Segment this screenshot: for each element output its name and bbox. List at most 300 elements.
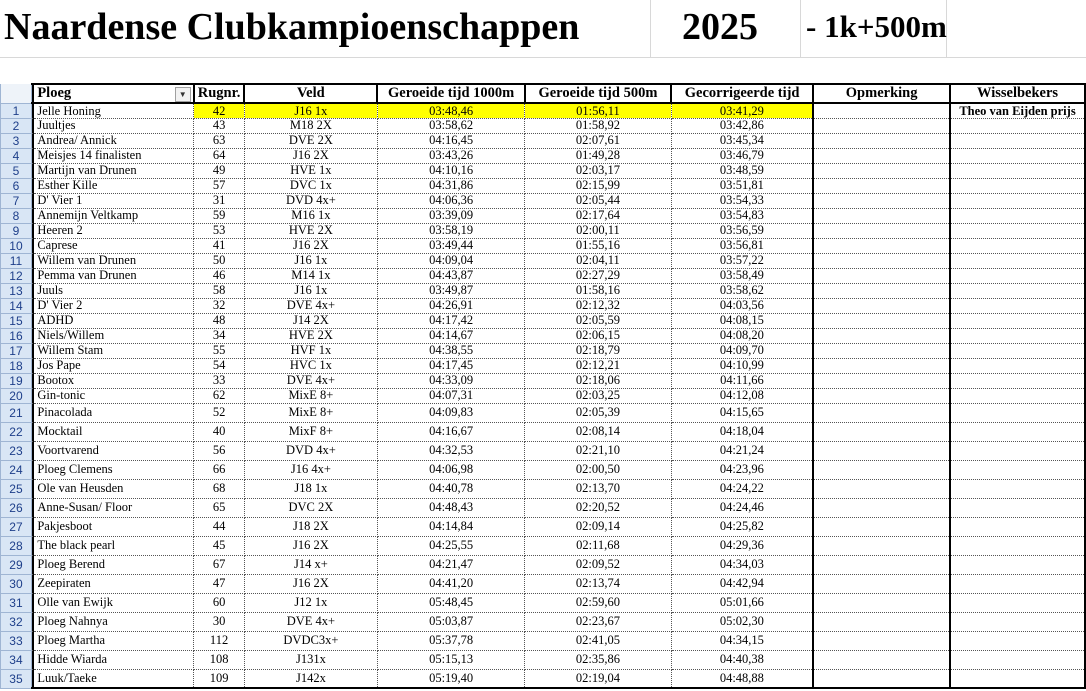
cell-rugnr[interactable]: 43 xyxy=(194,118,245,133)
cell-opmerking[interactable] xyxy=(813,441,950,460)
cell-tijd1000[interactable]: 04:09,04 xyxy=(377,253,524,268)
cell-rugnr[interactable]: 57 xyxy=(194,178,245,193)
cell-veld[interactable]: J16 2X xyxy=(244,148,377,163)
row-number[interactable]: 19 xyxy=(1,373,32,388)
cell-ploeg[interactable]: Pemma van Drunen xyxy=(33,268,193,283)
cell-wisselbekers[interactable] xyxy=(950,238,1085,253)
row-number[interactable]: 25 xyxy=(1,479,32,498)
row-number[interactable]: 11 xyxy=(1,253,32,268)
cell-ploeg[interactable]: Martijn van Drunen xyxy=(33,163,193,178)
cell-tijd1000[interactable]: 03:49,44 xyxy=(377,238,524,253)
cell-veld[interactable]: M18 2X xyxy=(244,118,377,133)
cell-opmerking[interactable] xyxy=(813,612,950,631)
filter-dropdown-icon[interactable]: ▼ xyxy=(175,87,191,102)
cell-tijd500[interactable]: 02:05,39 xyxy=(525,403,671,422)
cell-rugnr[interactable]: 34 xyxy=(194,328,245,343)
row-number[interactable]: 5 xyxy=(1,163,32,178)
row-number[interactable]: 10 xyxy=(1,238,32,253)
cell-tijd500[interactable]: 02:04,11 xyxy=(525,253,671,268)
corner-cell[interactable] xyxy=(1,84,32,103)
row-number[interactable]: 29 xyxy=(1,555,32,574)
cell-wisselbekers[interactable] xyxy=(950,498,1085,517)
cell-rugnr[interactable]: 50 xyxy=(194,253,245,268)
cell-gecorrigeerd[interactable]: 04:25,82 xyxy=(671,517,813,536)
cell-opmerking[interactable] xyxy=(813,253,950,268)
row-number[interactable]: 16 xyxy=(1,328,32,343)
row-number[interactable]: 27 xyxy=(1,517,32,536)
cell-gecorrigeerd[interactable]: 04:24,22 xyxy=(671,479,813,498)
cell-rugnr[interactable]: 33 xyxy=(194,373,245,388)
cell-gecorrigeerd[interactable]: 04:18,04 xyxy=(671,422,813,441)
cell-gecorrigeerd[interactable]: 04:29,36 xyxy=(671,536,813,555)
row-number[interactable]: 18 xyxy=(1,358,32,373)
cell-tijd1000[interactable]: 04:17,45 xyxy=(377,358,524,373)
cell-tijd500[interactable]: 02:08,14 xyxy=(525,422,671,441)
cell-tijd500[interactable]: 02:35,86 xyxy=(525,650,671,669)
cell-opmerking[interactable] xyxy=(813,479,950,498)
row-number[interactable]: 17 xyxy=(1,343,32,358)
cell-opmerking[interactable] xyxy=(813,193,950,208)
cell-opmerking[interactable] xyxy=(813,373,950,388)
cell-tijd500[interactable]: 02:27,29 xyxy=(525,268,671,283)
cell-opmerking[interactable] xyxy=(813,460,950,479)
cell-tijd500[interactable]: 02:23,67 xyxy=(525,612,671,631)
cell-opmerking[interactable] xyxy=(813,343,950,358)
cell-tijd1000[interactable]: 04:31,86 xyxy=(377,178,524,193)
cell-ploeg[interactable]: Luuk/Taeke xyxy=(33,669,193,688)
cell-tijd500[interactable]: 02:19,04 xyxy=(525,669,671,688)
cell-ploeg[interactable]: Ploeg Martha xyxy=(33,631,193,650)
cell-wisselbekers[interactable] xyxy=(950,118,1085,133)
cell-veld[interactable]: DVD 4x+ xyxy=(244,193,377,208)
cell-rugnr[interactable]: 47 xyxy=(194,574,245,593)
cell-rugnr[interactable]: 58 xyxy=(194,283,245,298)
cell-opmerking[interactable] xyxy=(813,650,950,669)
cell-tijd500[interactable]: 02:20,52 xyxy=(525,498,671,517)
cell-rugnr[interactable]: 67 xyxy=(194,555,245,574)
cell-tijd500[interactable]: 02:05,59 xyxy=(525,313,671,328)
row-number[interactable]: 26 xyxy=(1,498,32,517)
row-number[interactable]: 12 xyxy=(1,268,32,283)
cell-wisselbekers[interactable] xyxy=(950,313,1085,328)
cell-tijd500[interactable]: 01:56,11 xyxy=(525,103,671,118)
cell-rugnr[interactable]: 42 xyxy=(194,103,245,118)
cell-opmerking[interactable] xyxy=(813,669,950,688)
cell-opmerking[interactable] xyxy=(813,283,950,298)
cell-rugnr[interactable]: 108 xyxy=(194,650,245,669)
cell-tijd500[interactable]: 02:41,05 xyxy=(525,631,671,650)
cell-opmerking[interactable] xyxy=(813,422,950,441)
cell-opmerking[interactable] xyxy=(813,631,950,650)
cell-wisselbekers[interactable] xyxy=(950,178,1085,193)
cell-veld[interactable]: J14 2X xyxy=(244,313,377,328)
cell-gecorrigeerd[interactable]: 03:54,83 xyxy=(671,208,813,223)
cell-wisselbekers[interactable] xyxy=(950,298,1085,313)
cell-gecorrigeerd[interactable]: 04:11,66 xyxy=(671,373,813,388)
cell-gecorrigeerd[interactable]: 04:15,65 xyxy=(671,403,813,422)
header-tijd500[interactable]: Geroeide tijd 500m xyxy=(525,84,671,103)
cell-wisselbekers[interactable] xyxy=(950,223,1085,238)
cell-veld[interactable]: MixF 8+ xyxy=(244,422,377,441)
cell-gecorrigeerd[interactable]: 03:56,81 xyxy=(671,238,813,253)
cell-opmerking[interactable] xyxy=(813,358,950,373)
cell-tijd500[interactable]: 02:15,99 xyxy=(525,178,671,193)
cell-opmerking[interactable] xyxy=(813,498,950,517)
cell-tijd1000[interactable]: 04:16,45 xyxy=(377,133,524,148)
cell-tijd500[interactable]: 01:58,92 xyxy=(525,118,671,133)
cell-ploeg[interactable]: Zeepiraten xyxy=(33,574,193,593)
row-number[interactable]: 6 xyxy=(1,178,32,193)
row-number[interactable]: 3 xyxy=(1,133,32,148)
cell-opmerking[interactable] xyxy=(813,555,950,574)
cell-opmerking[interactable] xyxy=(813,148,950,163)
cell-gecorrigeerd[interactable]: 03:42,86 xyxy=(671,118,813,133)
cell-ploeg[interactable]: Ploeg Nahnya xyxy=(33,612,193,631)
cell-tijd1000[interactable]: 03:49,87 xyxy=(377,283,524,298)
cell-veld[interactable]: DVC 2X xyxy=(244,498,377,517)
cell-gecorrigeerd[interactable]: 03:54,33 xyxy=(671,193,813,208)
row-number[interactable]: 14 xyxy=(1,298,32,313)
cell-tijd1000[interactable]: 04:40,78 xyxy=(377,479,524,498)
cell-opmerking[interactable] xyxy=(813,388,950,403)
cell-ploeg[interactable]: Andrea/ Annick xyxy=(33,133,193,148)
cell-tijd1000[interactable]: 05:15,13 xyxy=(377,650,524,669)
cell-ploeg[interactable]: Mocktail xyxy=(33,422,193,441)
cell-gecorrigeerd[interactable]: 03:41,29 xyxy=(671,103,813,118)
cell-tijd1000[interactable]: 04:10,16 xyxy=(377,163,524,178)
cell-tijd500[interactable]: 02:18,79 xyxy=(525,343,671,358)
cell-tijd1000[interactable]: 05:19,40 xyxy=(377,669,524,688)
cell-tijd1000[interactable]: 04:06,98 xyxy=(377,460,524,479)
cell-rugnr[interactable]: 60 xyxy=(194,593,245,612)
cell-wisselbekers[interactable] xyxy=(950,422,1085,441)
cell-rugnr[interactable]: 68 xyxy=(194,479,245,498)
cell-wisselbekers[interactable] xyxy=(950,208,1085,223)
cell-ploeg[interactable]: The black pearl xyxy=(33,536,193,555)
cell-tijd1000[interactable]: 03:39,09 xyxy=(377,208,524,223)
cell-rugnr[interactable]: 59 xyxy=(194,208,245,223)
cell-opmerking[interactable] xyxy=(813,208,950,223)
cell-ploeg[interactable]: Juuls xyxy=(33,283,193,298)
cell-ploeg[interactable]: Ole van Heusden xyxy=(33,479,193,498)
cell-tijd500[interactable]: 01:49,28 xyxy=(525,148,671,163)
cell-gecorrigeerd[interactable]: 03:46,79 xyxy=(671,148,813,163)
row-number[interactable]: 2 xyxy=(1,118,32,133)
cell-opmerking[interactable] xyxy=(813,103,950,118)
row-number[interactable]: 31 xyxy=(1,593,32,612)
cell-gecorrigeerd[interactable]: 04:21,24 xyxy=(671,441,813,460)
row-number[interactable]: 30 xyxy=(1,574,32,593)
cell-rugnr[interactable]: 112 xyxy=(194,631,245,650)
cell-gecorrigeerd[interactable]: 04:08,15 xyxy=(671,313,813,328)
cell-tijd1000[interactable]: 03:58,19 xyxy=(377,223,524,238)
cell-tijd500[interactable]: 02:59,60 xyxy=(525,593,671,612)
cell-veld[interactable]: HVE 2X xyxy=(244,223,377,238)
cell-opmerking[interactable] xyxy=(813,313,950,328)
cell-tijd1000[interactable]: 04:17,42 xyxy=(377,313,524,328)
cell-wisselbekers[interactable] xyxy=(950,441,1085,460)
cell-gecorrigeerd[interactable]: 04:09,70 xyxy=(671,343,813,358)
cell-opmerking[interactable] xyxy=(813,178,950,193)
cell-opmerking[interactable] xyxy=(813,593,950,612)
cell-tijd1000[interactable]: 04:09,83 xyxy=(377,403,524,422)
cell-wisselbekers[interactable] xyxy=(950,253,1085,268)
cell-tijd500[interactable]: 02:07,61 xyxy=(525,133,671,148)
cell-tijd500[interactable]: 02:06,15 xyxy=(525,328,671,343)
cell-veld[interactable]: MixE 8+ xyxy=(244,388,377,403)
cell-gecorrigeerd[interactable]: 04:23,96 xyxy=(671,460,813,479)
row-number[interactable]: 20 xyxy=(1,388,32,403)
cell-gecorrigeerd[interactable]: 04:42,94 xyxy=(671,574,813,593)
cell-opmerking[interactable] xyxy=(813,238,950,253)
cell-veld[interactable]: DVE 2X xyxy=(244,133,377,148)
cell-tijd500[interactable]: 02:05,44 xyxy=(525,193,671,208)
cell-tijd500[interactable]: 02:11,68 xyxy=(525,536,671,555)
row-number[interactable]: 23 xyxy=(1,441,32,460)
cell-veld[interactable]: J12 1x xyxy=(244,593,377,612)
sheet-year[interactable]: 2025 xyxy=(682,6,758,48)
header-wisselbekers[interactable]: Wisselbekers xyxy=(950,84,1085,103)
cell-rugnr[interactable]: 55 xyxy=(194,343,245,358)
row-number[interactable]: 24 xyxy=(1,460,32,479)
cell-tijd1000[interactable]: 04:26,91 xyxy=(377,298,524,313)
header-veld[interactable]: Veld xyxy=(244,84,377,103)
row-number[interactable]: 13 xyxy=(1,283,32,298)
cell-rugnr[interactable]: 44 xyxy=(194,517,245,536)
cell-tijd500[interactable]: 02:00,50 xyxy=(525,460,671,479)
cell-veld[interactable]: J16 1x xyxy=(244,283,377,298)
cell-tijd500[interactable]: 02:13,70 xyxy=(525,479,671,498)
header-gecorrigeerd[interactable]: Gecorrigeerde tijd xyxy=(671,84,813,103)
cell-gecorrigeerd[interactable]: 05:01,66 xyxy=(671,593,813,612)
cell-tijd500[interactable]: 02:13,74 xyxy=(525,574,671,593)
cell-tijd1000[interactable]: 04:48,43 xyxy=(377,498,524,517)
cell-wisselbekers[interactable] xyxy=(950,283,1085,298)
cell-gecorrigeerd[interactable]: 04:08,20 xyxy=(671,328,813,343)
cell-wisselbekers[interactable] xyxy=(950,460,1085,479)
cell-gecorrigeerd[interactable]: 04:10,99 xyxy=(671,358,813,373)
cell-wisselbekers[interactable] xyxy=(950,593,1085,612)
cell-tijd1000[interactable]: 04:32,53 xyxy=(377,441,524,460)
cell-ploeg[interactable]: Bootox xyxy=(33,373,193,388)
cell-veld[interactable]: J16 2X xyxy=(244,238,377,253)
row-number[interactable]: 22 xyxy=(1,422,32,441)
cell-wisselbekers[interactable] xyxy=(950,650,1085,669)
cell-wisselbekers[interactable] xyxy=(950,403,1085,422)
cell-ploeg[interactable]: Willem Stam xyxy=(33,343,193,358)
cell-ploeg[interactable]: Ploeg Clemens xyxy=(33,460,193,479)
cell-opmerking[interactable] xyxy=(813,118,950,133)
cell-wisselbekers[interactable] xyxy=(950,479,1085,498)
cell-tijd500[interactable]: 02:09,52 xyxy=(525,555,671,574)
cell-tijd1000[interactable]: 05:03,87 xyxy=(377,612,524,631)
cell-gecorrigeerd[interactable]: 03:48,59 xyxy=(671,163,813,178)
header-tijd1000[interactable]: Geroeide tijd 1000m xyxy=(377,84,524,103)
cell-wisselbekers[interactable] xyxy=(950,536,1085,555)
cell-wisselbekers[interactable] xyxy=(950,358,1085,373)
cell-ploeg[interactable]: Gin-tonic xyxy=(33,388,193,403)
cell-ploeg[interactable]: D' Vier 2 xyxy=(33,298,193,313)
cell-opmerking[interactable] xyxy=(813,298,950,313)
cell-ploeg[interactable]: Niels/Willem xyxy=(33,328,193,343)
cell-veld[interactable]: J16 4x+ xyxy=(244,460,377,479)
cell-opmerking[interactable] xyxy=(813,268,950,283)
cell-rugnr[interactable]: 31 xyxy=(194,193,245,208)
cell-opmerking[interactable] xyxy=(813,403,950,422)
cell-opmerking[interactable] xyxy=(813,223,950,238)
cell-wisselbekers[interactable] xyxy=(950,555,1085,574)
cell-wisselbekers[interactable] xyxy=(950,612,1085,631)
cell-veld[interactable]: J131x xyxy=(244,650,377,669)
cell-rugnr[interactable]: 56 xyxy=(194,441,245,460)
cell-tijd500[interactable]: 02:03,25 xyxy=(525,388,671,403)
header-rugnr[interactable]: Rugnr. xyxy=(194,84,245,103)
cell-tijd500[interactable]: 02:12,21 xyxy=(525,358,671,373)
cell-veld[interactable]: HVE 2X xyxy=(244,328,377,343)
cell-ploeg[interactable]: Olle van Ewijk xyxy=(33,593,193,612)
cell-ploeg[interactable]: Willem van Drunen xyxy=(33,253,193,268)
row-number[interactable]: 35 xyxy=(1,669,32,688)
cell-gecorrigeerd[interactable]: 05:02,30 xyxy=(671,612,813,631)
cell-veld[interactable]: J18 1x xyxy=(244,479,377,498)
row-number[interactable]: 21 xyxy=(1,403,32,422)
row-number[interactable]: 1 xyxy=(1,103,32,118)
cell-tijd500[interactable]: 02:12,32 xyxy=(525,298,671,313)
cell-ploeg[interactable]: Caprese xyxy=(33,238,193,253)
cell-gecorrigeerd[interactable]: 04:40,38 xyxy=(671,650,813,669)
cell-veld[interactable]: J142x xyxy=(244,669,377,688)
row-number[interactable]: 28 xyxy=(1,536,32,555)
cell-ploeg[interactable]: Annemijn Veltkamp xyxy=(33,208,193,223)
cell-tijd500[interactable]: 01:55,16 xyxy=(525,238,671,253)
cell-veld[interactable]: DVC 1x xyxy=(244,178,377,193)
cell-rugnr[interactable]: 30 xyxy=(194,612,245,631)
cell-opmerking[interactable] xyxy=(813,574,950,593)
cell-opmerking[interactable] xyxy=(813,133,950,148)
cell-ploeg[interactable]: D' Vier 1 xyxy=(33,193,193,208)
cell-tijd1000[interactable]: 03:48,46 xyxy=(377,103,524,118)
cell-gecorrigeerd[interactable]: 04:24,46 xyxy=(671,498,813,517)
cell-ploeg[interactable]: Pakjesboot xyxy=(33,517,193,536)
row-number[interactable]: 15 xyxy=(1,313,32,328)
cell-gecorrigeerd[interactable]: 04:03,56 xyxy=(671,298,813,313)
cell-wisselbekers[interactable] xyxy=(950,631,1085,650)
cell-wisselbekers[interactable] xyxy=(950,268,1085,283)
cell-veld[interactable]: HVF 1x xyxy=(244,343,377,358)
cell-veld[interactable]: M16 1x xyxy=(244,208,377,223)
cell-gecorrigeerd[interactable]: 04:12,08 xyxy=(671,388,813,403)
cell-tijd500[interactable]: 02:00,11 xyxy=(525,223,671,238)
row-number[interactable]: 33 xyxy=(1,631,32,650)
cell-rugnr[interactable]: 66 xyxy=(194,460,245,479)
cell-veld[interactable]: DVE 4x+ xyxy=(244,298,377,313)
row-number[interactable]: 7 xyxy=(1,193,32,208)
cell-wisselbekers[interactable] xyxy=(950,669,1085,688)
cell-opmerking[interactable] xyxy=(813,328,950,343)
cell-gecorrigeerd[interactable]: 03:56,59 xyxy=(671,223,813,238)
cell-rugnr[interactable]: 46 xyxy=(194,268,245,283)
cell-gecorrigeerd[interactable]: 04:34,03 xyxy=(671,555,813,574)
cell-tijd500[interactable]: 01:58,16 xyxy=(525,283,671,298)
cell-tijd1000[interactable]: 04:43,87 xyxy=(377,268,524,283)
sheet-title[interactable]: Naardense Clubkampioenschappen xyxy=(4,6,580,48)
row-number[interactable]: 32 xyxy=(1,612,32,631)
cell-rugnr[interactable]: 109 xyxy=(194,669,245,688)
cell-ploeg[interactable]: Meisjes 14 finalisten xyxy=(33,148,193,163)
cell-tijd500[interactable]: 02:21,10 xyxy=(525,441,671,460)
cell-rugnr[interactable]: 41 xyxy=(194,238,245,253)
cell-wisselbekers[interactable] xyxy=(950,343,1085,358)
cell-veld[interactable]: J16 1x xyxy=(244,253,377,268)
cell-ploeg[interactable]: Esther Kille xyxy=(33,178,193,193)
cell-tijd500[interactable]: 02:18,06 xyxy=(525,373,671,388)
cell-veld[interactable]: J16 2X xyxy=(244,536,377,555)
cell-tijd1000[interactable]: 04:21,47 xyxy=(377,555,524,574)
cell-tijd1000[interactable]: 05:37,78 xyxy=(377,631,524,650)
cell-veld[interactable]: J16 1x xyxy=(244,103,377,118)
cell-tijd1000[interactable]: 04:14,84 xyxy=(377,517,524,536)
cell-veld[interactable]: MixE 8+ xyxy=(244,403,377,422)
cell-gecorrigeerd[interactable]: 03:58,62 xyxy=(671,283,813,298)
cell-rugnr[interactable]: 65 xyxy=(194,498,245,517)
cell-tijd1000[interactable]: 04:25,55 xyxy=(377,536,524,555)
cell-veld[interactable]: DVD 4x+ xyxy=(244,441,377,460)
cell-rugnr[interactable]: 48 xyxy=(194,313,245,328)
cell-ploeg[interactable]: ADHD xyxy=(33,313,193,328)
cell-rugnr[interactable]: 49 xyxy=(194,163,245,178)
cell-ploeg[interactable]: Jos Pape xyxy=(33,358,193,373)
cell-tijd1000[interactable]: 04:41,20 xyxy=(377,574,524,593)
cell-veld[interactable]: J14 x+ xyxy=(244,555,377,574)
cell-gecorrigeerd[interactable]: 03:58,49 xyxy=(671,268,813,283)
cell-wisselbekers[interactable] xyxy=(950,193,1085,208)
cell-rugnr[interactable]: 63 xyxy=(194,133,245,148)
header-ploeg[interactable] xyxy=(33,84,193,103)
cell-veld[interactable]: DVE 4x+ xyxy=(244,612,377,631)
cell-wisselbekers[interactable] xyxy=(950,517,1085,536)
cell-gecorrigeerd[interactable]: 04:34,15 xyxy=(671,631,813,650)
cell-wisselbekers[interactable] xyxy=(950,574,1085,593)
cell-ploeg[interactable]: Hidde Wiarda xyxy=(33,650,193,669)
cell-rugnr[interactable]: 62 xyxy=(194,388,245,403)
cell-tijd1000[interactable]: 05:48,45 xyxy=(377,593,524,612)
cell-tijd1000[interactable]: 03:58,62 xyxy=(377,118,524,133)
cell-wisselbekers[interactable] xyxy=(950,163,1085,178)
cell-wisselbekers[interactable] xyxy=(950,148,1085,163)
cell-rugnr[interactable]: 40 xyxy=(194,422,245,441)
cell-gecorrigeerd[interactable]: 03:57,22 xyxy=(671,253,813,268)
cell-wisselbekers[interactable] xyxy=(950,328,1085,343)
cell-ploeg[interactable]: Anne-Susan/ Floor xyxy=(33,498,193,517)
cell-veld[interactable]: HVC 1x xyxy=(244,358,377,373)
cell-ploeg[interactable]: Heeren 2 xyxy=(33,223,193,238)
cell-veld[interactable]: J18 2X xyxy=(244,517,377,536)
header-opmerking[interactable]: Opmerking xyxy=(813,84,950,103)
cell-rugnr[interactable]: 52 xyxy=(194,403,245,422)
cell-rugnr[interactable]: 64 xyxy=(194,148,245,163)
row-number[interactable]: 8 xyxy=(1,208,32,223)
cell-wisselbekers[interactable] xyxy=(950,373,1085,388)
cell-tijd1000[interactable]: 04:06,36 xyxy=(377,193,524,208)
cell-gecorrigeerd[interactable]: 03:45,34 xyxy=(671,133,813,148)
cell-tijd1000[interactable]: 04:07,31 xyxy=(377,388,524,403)
cell-gecorrigeerd[interactable]: 03:51,81 xyxy=(671,178,813,193)
cell-ploeg[interactable]: Ploeg Berend xyxy=(33,555,193,574)
cell-tijd1000[interactable]: 04:38,55 xyxy=(377,343,524,358)
cell-opmerking[interactable] xyxy=(813,163,950,178)
row-number[interactable]: 9 xyxy=(1,223,32,238)
row-number[interactable]: 4 xyxy=(1,148,32,163)
